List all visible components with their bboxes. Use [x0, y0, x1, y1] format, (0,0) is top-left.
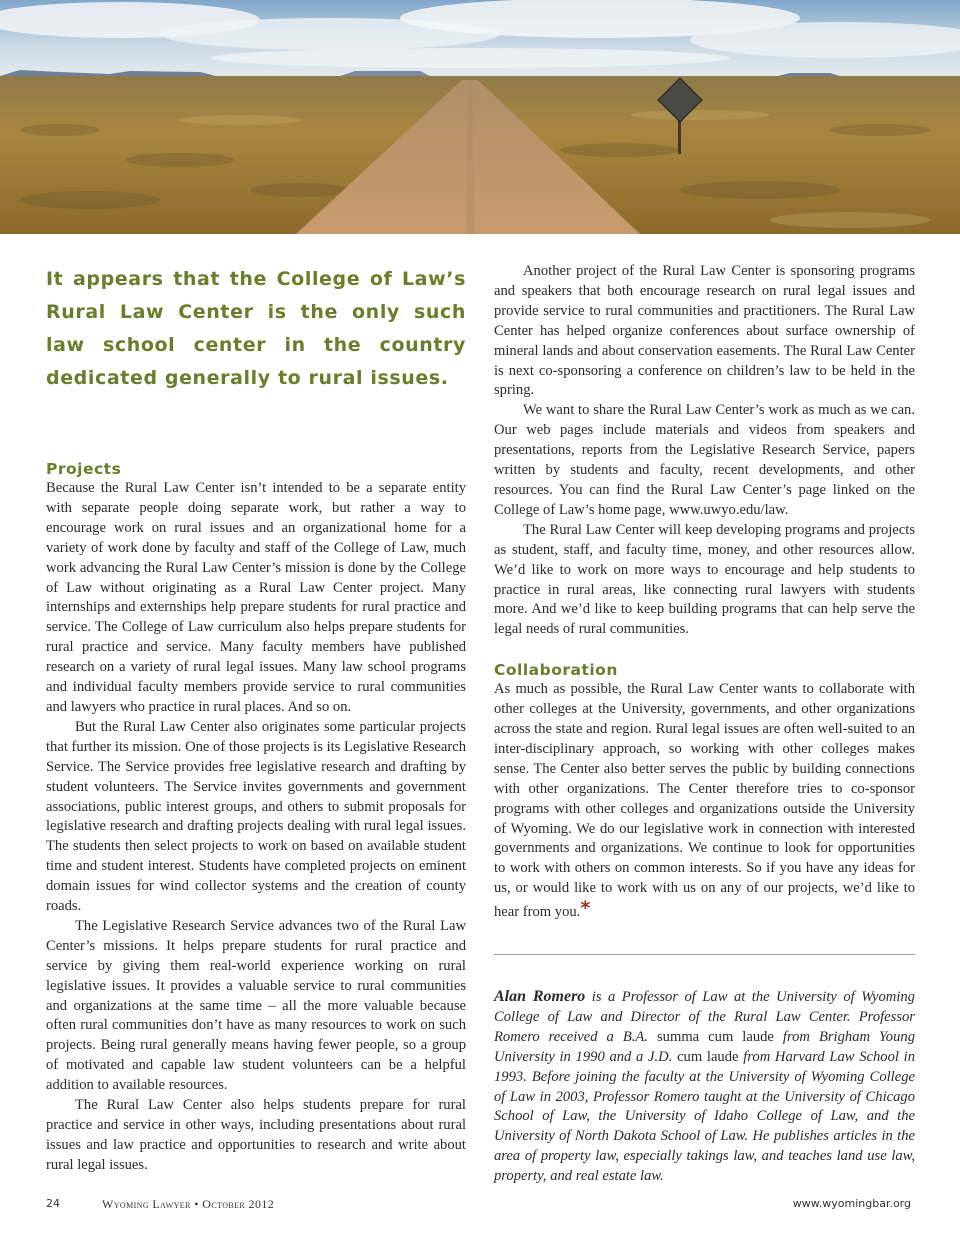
projects-paragraph-6: We want to share the Rural Law Center’s work as much as we can. Our web pages include materials and videos from speakers and presentations, reports from the Legislative Research Service, papers written by students and faculty, recent developments, and other resources. You can find the Rural Law Center’s page linked on the College of Law’s home page, www.uwyo.edu/law. [494, 402, 915, 518]
bio-divider [494, 954, 915, 955]
end-mark-asterisk: * [580, 897, 591, 920]
section-heading-collaboration: Collaboration [494, 661, 618, 680]
section-heading-projects: Projects [46, 460, 122, 478]
right-column [494, 262, 915, 923]
author-name: Alan Romero [494, 988, 586, 1005]
pull-quote: It appears that the College of Law’s Rural Law Center is the only such law school center in the country dedicated generally to rural issues. [46, 268, 466, 389]
bio-text-2: from Brigham Young University in 1990 and a J.D. [494, 1028, 915, 1065]
projects-paragraph-3: The Legislative Research Service advances two of the Rural Law Center’s missions. It helps prepare students for rural practice and service by giving them real-world experience working on rural legislative issues. It provides a valuable service to rural communities and organizations at the same time – all the more valuable because often rural communities don’t have as many resources to work on such projects. Being rural generally means having fewer people, so a group of motivated and capable law student volunteers can be a helpful addition to available resources. [46, 917, 466, 1094]
author-bio [494, 987, 915, 1187]
bio-honor-2: cum laude [677, 1048, 739, 1065]
issue-date: October 2012 [202, 1197, 275, 1211]
spacer [46, 395, 466, 459]
hero-photo-rural-road [0, 0, 960, 234]
projects-paragraph-5: Another project of the Rural Law Center is sponsoring programs and speakers that both encourage research on rural legal issues and provide service to rural communities and practitioners. The Rural Law Center has helped organize conferences about surface ownership of mineral lands and about conservation easements. The Rural Law Center is next co-sponsoring a conference on children’s law to be held in the spring. [494, 263, 915, 399]
magazine-name: Wyoming Lawyer [102, 1197, 191, 1211]
bio-text-3: from Harvard Law School in 1993. Before joining the faculty at the University of Wyoming College of Law in 2003, Professor Romero taught at the University of Chicago School of Law, the University of Idaho College of Law, and the University of North Dakota School of Law. He publishes articles in the area of property law, especially takings law, and teaches land use law, property, and real estate law. [494, 1048, 915, 1185]
projects-paragraph-4: The Rural Law Center also helps students prepare for rural practice and service in other ways, including presentations about rural issues and law practice and opportunities to research and write about rural legal issues. [46, 1097, 466, 1173]
bio-honor-1: summa cum laude [657, 1028, 774, 1045]
page-number: 24 [46, 1197, 60, 1210]
magazine-issue [102, 1197, 274, 1212]
left-column [46, 262, 466, 1176]
collaboration-text: As much as possible, the Rural Law Center wants to collaborate with other colleges at the University, governments, and other organizations across the state and region. Rural legal issues are often well-suited to an inter-disciplinary approach, so working with other colleges makes sense. The Center also better serves the public by building connections with other organizations. The Center therefore tries to co-sponsor programs with other colleges and organizations outside the University of Wyoming. We do our legislative work in connection with interested governments and organizations. We continue to look for opportunities to work with others on common interests. So if you have any ideas for us, or would like to work with us on any of our projects, we’d like to hear from you. [494, 681, 915, 921]
spacer [494, 640, 915, 660]
footer-separator: • [194, 1197, 199, 1211]
bio-text-1: is a Professor of Law at the University of Wyoming College of Law and Director of the Rural Law Center. Professor Romero received a B.A. [494, 989, 915, 1045]
road-landscape-illustration [0, 0, 960, 234]
projects-paragraph-2: But the Rural Law Center also originates some particular projects that further its mission. One of those projects is its Legislative Research Service. The Service provides free legislative research and drafting by student volunteers. The Service invites governments and government associations, public interest groups, and others to submit proposals for legislative research and drafting projects dealing with rural legal issues. The students then select projects to work on based on available student time and student interest. Students have completed projects on eminent domain issues for wind collector systems and the creation of county roads. [46, 718, 466, 915]
collaboration-paragraph [494, 680, 915, 923]
projects-paragraph-7: The Rural Law Center will keep developing programs and projects as student, staff, and faculty time, money, and other resources allow. We’d like to work on more ways to encourage and help students to practice in rural areas, like connecting rural lawyers with students more. And we’d like to keep building programs that can help serve the legal needs of rural communities. [494, 521, 915, 638]
projects-paragraph-1: Because the Rural Law Center isn’t intended to be a separate entity with separate people doing separate work, but rather a way to encourage work on rural issues and an organizational home for a variety of work done by faculty and staff of the College of Law, much work advancing the Rural Law Center’s mission is done by the College of Law without originating as a Rural Law Center project. Many internships and externships help prepare students for rural practice and service. The College of Law curriculum also helps prepare students for rural practice and service. Many faculty members have published research on a variety of rural legal issues. Many law school programs and individual faculty members provide service to rural communities and lawyers who practice in rural places. And so on. [46, 480, 466, 715]
website-link[interactable]: www.wyomingbar.org [792, 1197, 911, 1210]
